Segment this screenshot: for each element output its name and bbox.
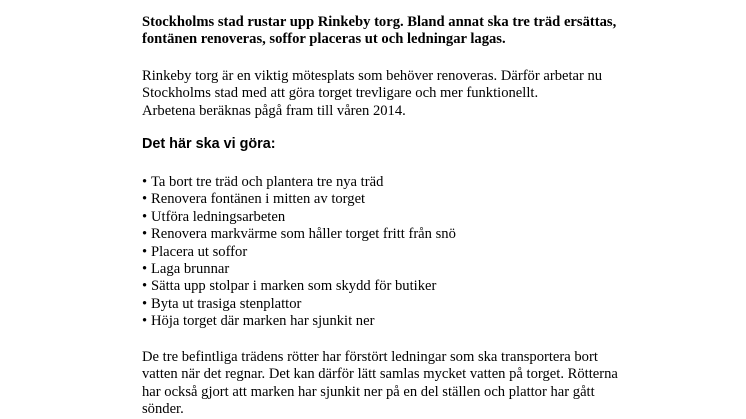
lead-paragraph [142,14,702,49]
bullet-icon: • [142,226,148,243]
bullet-icon: • [142,278,148,295]
task-text: Renovera markvärme som håller torget fritt från snö [151,226,456,243]
closing-line: De tre befintliga trädens rötter har förstört ledningar som ska transportera bort [142,349,598,365]
task-text: Utföra ledningsarbeten [151,208,286,225]
task-text: Byta ut trasiga stenplattor [151,295,302,312]
bullet-icon: • [142,261,148,278]
closing-line: har också gjort att marken har sjunkit ner på en del ställen och plattor har gått [142,383,595,400]
bullet-icon: • [142,295,148,312]
bullet-icon: • [142,208,148,225]
bullet-icon: • [142,174,148,190]
task-list-item [142,226,456,243]
lead-line: fontänen renoveras, soffor placeras ut och ledningar lagas. [142,31,506,48]
task-text: Laga brunnar [151,261,230,278]
intro-line: Rinkeby torg är en viktig mötesplats som behöver renoveras. Därför arbetar nu [142,68,603,84]
bullet-icon: • [142,243,148,260]
task-text: Sätta upp stolpar i marken som skydd för butiker [151,278,437,295]
intro-line: Stockholms stad med att göra torget trevligare och mer funktionellt. [142,85,539,102]
intro-paragraph [142,68,702,120]
lead-line: Stockholms stad rustar upp Rinkeby torg. Bland annat ska tre träd ersättas, [142,14,617,30]
task-list-item [142,296,456,313]
task-text: Placera ut soffor [151,243,248,260]
task-text: Renovera fontänen i mitten av torget [151,191,366,208]
bullet-icon: • [142,313,148,330]
task-list-item [142,191,456,208]
task-list-item [142,244,456,261]
task-list-item [142,261,456,278]
task-list-item [142,209,456,226]
task-list-item [142,313,456,330]
task-text: Ta bort tre träd och plantera tre nya träd [151,174,384,190]
closing-line: sönder. [142,401,184,418]
bullet-icon: • [142,191,148,208]
intro-line: Arbetena beräknas pågå fram till våren 2014. [142,102,406,119]
closing-paragraph [142,349,662,419]
task-text: Höja torget där marken har sjunkit ner [151,313,375,330]
closing-line: vatten när det regnar. Det kan därför lätt samlas mycket vatten på torget. Rötterna [142,366,618,383]
task-list [142,174,456,331]
task-list-item [142,278,456,295]
section-heading: Det här ska vi göra: [142,136,276,152]
task-list-item [142,174,456,191]
